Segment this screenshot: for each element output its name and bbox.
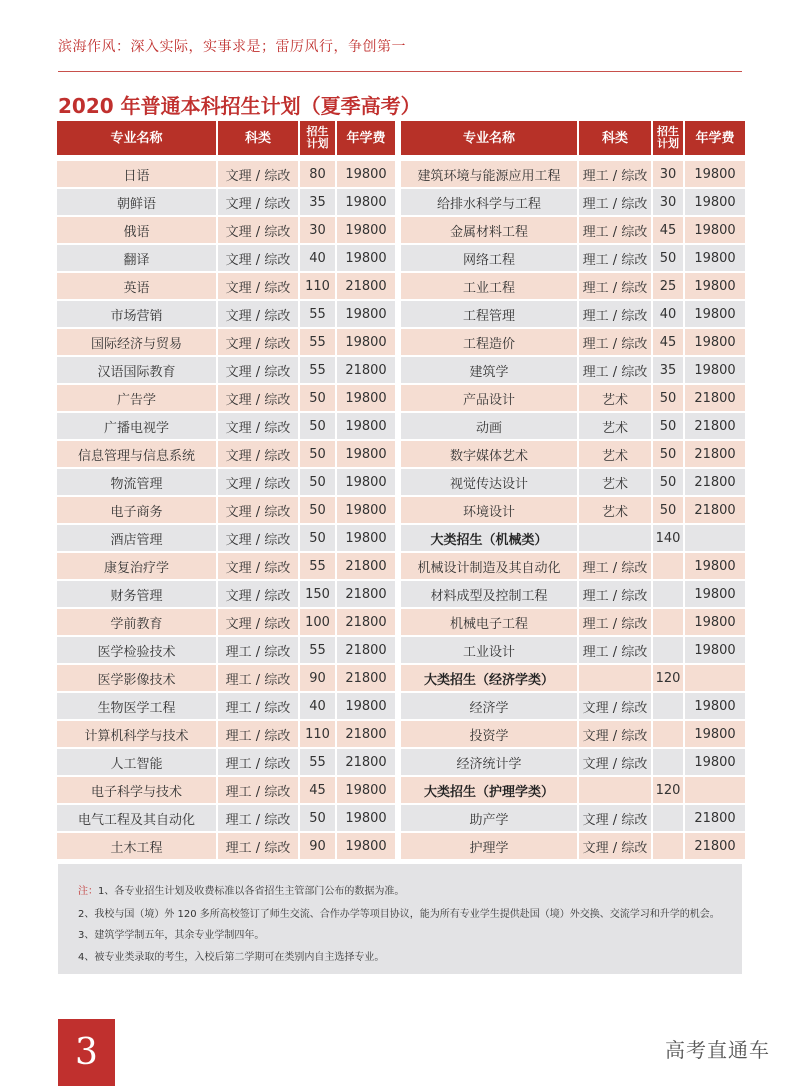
cell-plan: 40 xyxy=(300,691,335,719)
cell-major: 医学影像技术 xyxy=(57,663,216,691)
page-title: 2020 年普通本科招生计划（夏季高考） xyxy=(58,94,421,118)
cell-major: 机械电子工程 xyxy=(401,607,577,635)
cell-tuition: 19800 xyxy=(337,215,395,243)
cell-category: 文理 / 综改 xyxy=(218,243,298,271)
table-row xyxy=(57,775,395,803)
cell-tuition: 21800 xyxy=(337,719,395,747)
cell-tuition: 21800 xyxy=(685,495,745,523)
cell-plan xyxy=(653,803,683,831)
cell-tuition: 21800 xyxy=(337,747,395,775)
cell-major: 经济学 xyxy=(401,691,577,719)
cell-category xyxy=(579,663,651,691)
cell-major: 机械设计制造及其自动化 xyxy=(401,551,577,579)
cell-major: 工程管理 xyxy=(401,299,577,327)
cell-major: 建筑学 xyxy=(401,355,577,383)
note-item-1 xyxy=(78,882,404,897)
cell-plan: 45 xyxy=(300,775,335,803)
cell-plan: 30 xyxy=(653,187,683,215)
cell-major: 土木工程 xyxy=(57,831,216,859)
cell-tuition: 21800 xyxy=(685,467,745,495)
cell-tuition xyxy=(685,775,745,803)
plan-header-line1: 招生 xyxy=(657,125,679,138)
cell-category: 文理 / 综改 xyxy=(218,607,298,635)
cell-tuition: 19800 xyxy=(337,803,395,831)
table-row xyxy=(57,747,395,775)
table-row xyxy=(57,831,395,859)
cell-plan: 35 xyxy=(300,187,335,215)
cell-tuition: 19800 xyxy=(685,299,745,327)
cell-plan xyxy=(653,579,683,607)
cell-category: 理工 / 综改 xyxy=(218,831,298,859)
cell-major: 视觉传达设计 xyxy=(401,467,577,495)
cell-tuition: 21800 xyxy=(337,551,395,579)
cell-major: 护理学 xyxy=(401,831,577,859)
cell-tuition: 21800 xyxy=(685,439,745,467)
cell-plan: 30 xyxy=(300,215,335,243)
table-row xyxy=(401,523,745,551)
table-row xyxy=(401,635,745,663)
cell-category: 文理 / 综改 xyxy=(218,495,298,523)
cell-plan: 55 xyxy=(300,551,335,579)
cell-plan xyxy=(653,635,683,663)
table-body-right xyxy=(401,155,745,859)
table-row xyxy=(57,719,395,747)
cell-category: 文理 / 综改 xyxy=(218,299,298,327)
cell-category: 理工 / 综改 xyxy=(579,215,651,243)
cell-category: 艺术 xyxy=(579,439,651,467)
cell-plan: 45 xyxy=(653,327,683,355)
column-header-category: 科类 xyxy=(579,121,651,155)
cell-category: 理工 / 综改 xyxy=(218,635,298,663)
cell-plan: 55 xyxy=(300,635,335,663)
cell-plan xyxy=(653,551,683,579)
plan-header-line2: 计划 xyxy=(657,137,679,150)
table-row xyxy=(401,719,745,747)
cell-plan: 50 xyxy=(653,243,683,271)
cell-major: 酒店管理 xyxy=(57,523,216,551)
table-row xyxy=(401,579,745,607)
cell-plan: 50 xyxy=(300,383,335,411)
enrollment-table-right xyxy=(399,121,747,859)
cell-plan: 40 xyxy=(653,299,683,327)
cell-plan: 110 xyxy=(300,271,335,299)
table-row xyxy=(57,663,395,691)
enrollment-table-left xyxy=(55,121,397,859)
cell-tuition: 19800 xyxy=(337,523,395,551)
cell-plan xyxy=(653,691,683,719)
cell-tuition: 19800 xyxy=(337,775,395,803)
header-divider xyxy=(58,71,742,72)
cell-plan: 150 xyxy=(300,579,335,607)
table-header-row xyxy=(57,121,395,155)
cell-plan: 90 xyxy=(300,663,335,691)
cell-tuition: 19800 xyxy=(685,327,745,355)
table-row xyxy=(57,411,395,439)
cell-category: 理工 / 综改 xyxy=(218,691,298,719)
table-row xyxy=(57,691,395,719)
cell-major: 工业设计 xyxy=(401,635,577,663)
column-header-major: 专业名称 xyxy=(57,121,216,155)
cell-major: 大类招生（护理学类） xyxy=(401,775,577,803)
cell-tuition: 21800 xyxy=(685,411,745,439)
cell-tuition: 19800 xyxy=(337,495,395,523)
cell-category: 理工 / 综改 xyxy=(218,747,298,775)
cell-plan: 110 xyxy=(300,719,335,747)
cell-major: 工程造价 xyxy=(401,327,577,355)
notes-label: 注： xyxy=(78,886,98,897)
table-row xyxy=(57,243,395,271)
column-header-plan xyxy=(653,121,683,155)
cell-category: 文理 / 综改 xyxy=(218,215,298,243)
cell-plan: 55 xyxy=(300,747,335,775)
cell-category: 文理 / 综改 xyxy=(218,155,298,187)
cell-category: 理工 / 综改 xyxy=(218,663,298,691)
column-header-tuition: 年学费 xyxy=(685,121,745,155)
cell-category: 文理 / 综改 xyxy=(579,831,651,859)
cell-plan: 50 xyxy=(653,467,683,495)
cell-major: 电气工程及其自动化 xyxy=(57,803,216,831)
cell-category: 艺术 xyxy=(579,495,651,523)
cell-tuition: 19800 xyxy=(337,691,395,719)
cell-tuition: 19800 xyxy=(337,439,395,467)
table-row xyxy=(401,383,745,411)
table-row xyxy=(401,299,745,327)
cell-category xyxy=(579,523,651,551)
table-row xyxy=(57,187,395,215)
cell-tuition xyxy=(685,663,745,691)
cell-category: 文理 / 综改 xyxy=(579,719,651,747)
cell-tuition: 21800 xyxy=(337,579,395,607)
table-row xyxy=(57,579,395,607)
cell-category: 理工 / 综改 xyxy=(579,187,651,215)
cell-major: 人工智能 xyxy=(57,747,216,775)
table-row xyxy=(57,215,395,243)
cell-plan: 50 xyxy=(653,495,683,523)
cell-major: 市场营销 xyxy=(57,299,216,327)
cell-tuition: 21800 xyxy=(337,635,395,663)
table-row xyxy=(401,831,745,859)
cell-tuition: 21800 xyxy=(685,803,745,831)
cell-category: 文理 / 综改 xyxy=(218,383,298,411)
table-row xyxy=(401,775,745,803)
cell-tuition: 21800 xyxy=(337,355,395,383)
table-row xyxy=(401,467,745,495)
cell-category: 理工 / 综改 xyxy=(579,635,651,663)
cell-major: 财务管理 xyxy=(57,579,216,607)
cell-plan: 80 xyxy=(300,155,335,187)
cell-major: 学前教育 xyxy=(57,607,216,635)
cell-plan: 140 xyxy=(653,523,683,551)
cell-category: 理工 / 综改 xyxy=(579,607,651,635)
table-row xyxy=(57,439,395,467)
table-row xyxy=(57,551,395,579)
cell-plan: 30 xyxy=(653,155,683,187)
cell-tuition: 19800 xyxy=(685,155,745,187)
table-row xyxy=(57,467,395,495)
cell-tuition: 21800 xyxy=(685,383,745,411)
cell-plan: 55 xyxy=(300,327,335,355)
cell-plan: 50 xyxy=(653,383,683,411)
table-row xyxy=(401,607,745,635)
cell-plan: 50 xyxy=(300,439,335,467)
table-header-row xyxy=(401,121,745,155)
cell-major: 投资学 xyxy=(401,719,577,747)
cell-tuition: 19800 xyxy=(685,187,745,215)
table-row xyxy=(57,495,395,523)
cell-plan: 55 xyxy=(300,355,335,383)
cell-tuition: 19800 xyxy=(685,271,745,299)
cell-plan xyxy=(653,607,683,635)
cell-plan xyxy=(653,831,683,859)
cell-category: 文理 / 综改 xyxy=(218,355,298,383)
note-text: 1、各专业招生计划及收费标准以各省招生主管部门公布的数据为准。 xyxy=(98,886,405,897)
cell-major: 金属材料工程 xyxy=(401,215,577,243)
table-row xyxy=(57,803,395,831)
table-row xyxy=(401,187,745,215)
cell-major: 电子科学与技术 xyxy=(57,775,216,803)
cell-tuition: 19800 xyxy=(337,831,395,859)
cell-major: 信息管理与信息系统 xyxy=(57,439,216,467)
cell-tuition: 21800 xyxy=(337,271,395,299)
cell-plan: 50 xyxy=(300,803,335,831)
header-motto: 滨海作风：深入实际，实事求是；雷厉风行，争创第一 xyxy=(58,39,406,55)
cell-category: 文理 / 综改 xyxy=(218,467,298,495)
table-body-left xyxy=(57,155,395,859)
cell-category: 理工 / 综改 xyxy=(218,719,298,747)
table-row xyxy=(57,327,395,355)
column-header-major: 专业名称 xyxy=(401,121,577,155)
table-row xyxy=(57,607,395,635)
plan-header-line1: 招生 xyxy=(306,125,329,138)
table-row xyxy=(57,155,395,187)
notes-box xyxy=(58,864,742,974)
cell-plan: 35 xyxy=(653,355,683,383)
cell-major: 产品设计 xyxy=(401,383,577,411)
table-row xyxy=(57,635,395,663)
column-header-tuition: 年学费 xyxy=(337,121,395,155)
cell-category: 文理 / 综改 xyxy=(218,271,298,299)
cell-category: 文理 / 综改 xyxy=(218,523,298,551)
cell-plan: 25 xyxy=(653,271,683,299)
cell-category: 理工 / 综改 xyxy=(218,803,298,831)
cell-tuition: 19800 xyxy=(337,411,395,439)
cell-plan: 55 xyxy=(300,299,335,327)
table-row xyxy=(57,355,395,383)
cell-major: 建筑环境与能源应用工程 xyxy=(401,155,577,187)
cell-major: 给排水科学与工程 xyxy=(401,187,577,215)
cell-category: 文理 / 综改 xyxy=(218,327,298,355)
cell-major: 网络工程 xyxy=(401,243,577,271)
cell-major: 朝鲜语 xyxy=(57,187,216,215)
cell-category: 艺术 xyxy=(579,467,651,495)
cell-tuition: 19800 xyxy=(685,719,745,747)
cell-category: 理工 / 综改 xyxy=(579,299,651,327)
cell-tuition: 19800 xyxy=(337,243,395,271)
cell-plan: 50 xyxy=(300,495,335,523)
cell-category: 理工 / 综改 xyxy=(579,355,651,383)
cell-category: 文理 / 综改 xyxy=(218,187,298,215)
cell-major: 助产学 xyxy=(401,803,577,831)
cell-major: 广播电视学 xyxy=(57,411,216,439)
cell-category: 理工 / 综改 xyxy=(579,551,651,579)
cell-plan: 50 xyxy=(653,411,683,439)
table-row xyxy=(401,411,745,439)
table-row xyxy=(401,215,745,243)
cell-major: 翻译 xyxy=(57,243,216,271)
cell-tuition: 19800 xyxy=(685,691,745,719)
cell-category: 理工 / 综改 xyxy=(579,155,651,187)
cell-plan: 40 xyxy=(300,243,335,271)
cell-category: 理工 / 综改 xyxy=(579,579,651,607)
cell-tuition: 21800 xyxy=(685,831,745,859)
cell-major: 俄语 xyxy=(57,215,216,243)
cell-category: 文理 / 综改 xyxy=(218,411,298,439)
cell-major: 数字媒体艺术 xyxy=(401,439,577,467)
cell-major: 计算机科学与技术 xyxy=(57,719,216,747)
cell-tuition: 19800 xyxy=(685,243,745,271)
cell-major: 康复治疗学 xyxy=(57,551,216,579)
cell-major: 动画 xyxy=(401,411,577,439)
cell-category: 理工 / 综改 xyxy=(218,775,298,803)
table-row xyxy=(401,663,745,691)
cell-tuition: 19800 xyxy=(337,327,395,355)
table-row xyxy=(401,551,745,579)
cell-category: 文理 / 综改 xyxy=(579,747,651,775)
cell-plan: 120 xyxy=(653,663,683,691)
cell-plan: 50 xyxy=(300,411,335,439)
table-row xyxy=(401,803,745,831)
cell-tuition: 19800 xyxy=(685,551,745,579)
cell-tuition: 19800 xyxy=(337,299,395,327)
table-row xyxy=(401,327,745,355)
cell-major: 环境设计 xyxy=(401,495,577,523)
cell-tuition: 19800 xyxy=(685,215,745,243)
cell-major: 大类招生（机械类） xyxy=(401,523,577,551)
cell-major: 国际经济与贸易 xyxy=(57,327,216,355)
plan-header-line2: 计划 xyxy=(306,137,329,150)
cell-category: 文理 / 综改 xyxy=(218,551,298,579)
cell-category: 艺术 xyxy=(579,383,651,411)
cell-major: 电子商务 xyxy=(57,495,216,523)
cell-major: 物流管理 xyxy=(57,467,216,495)
cell-plan: 45 xyxy=(653,215,683,243)
cell-tuition: 19800 xyxy=(337,155,395,187)
cell-tuition: 19800 xyxy=(685,355,745,383)
table-row xyxy=(57,523,395,551)
cell-major: 汉语国际教育 xyxy=(57,355,216,383)
cell-category: 文理 / 综改 xyxy=(579,803,651,831)
cell-category: 理工 / 综改 xyxy=(579,271,651,299)
note-item-4: 4、被专业类录取的考生，入校后第二学期可在类别内自主选择专业。 xyxy=(78,952,385,963)
note-item-2: 2、我校与国（境）外 120 多所高校签订了师生交流、合作办学等项目协议，能为所有专业学生提供赴国（境）外交换、交流学习和升学的机会。 xyxy=(78,909,720,920)
cell-tuition: 19800 xyxy=(685,607,745,635)
cell-tuition: 19800 xyxy=(337,383,395,411)
table-row xyxy=(401,495,745,523)
cell-major: 日语 xyxy=(57,155,216,187)
column-header-plan xyxy=(300,121,335,155)
cell-category: 文理 / 综改 xyxy=(218,439,298,467)
cell-plan: 50 xyxy=(300,467,335,495)
cell-plan: 100 xyxy=(300,607,335,635)
cell-major: 生物医学工程 xyxy=(57,691,216,719)
table-row xyxy=(401,439,745,467)
page-number: 3 xyxy=(58,1019,115,1086)
cell-tuition: 21800 xyxy=(337,663,395,691)
table-row xyxy=(57,299,395,327)
cell-tuition: 19800 xyxy=(337,467,395,495)
cell-major: 英语 xyxy=(57,271,216,299)
cell-category: 艺术 xyxy=(579,411,651,439)
cell-major: 大类招生（经济学类） xyxy=(401,663,577,691)
cell-major: 医学检验技术 xyxy=(57,635,216,663)
note-item-3: 3、建筑学学制五年，其余专业学制四年。 xyxy=(78,930,265,941)
cell-category: 文理 / 综改 xyxy=(218,579,298,607)
cell-tuition: 19800 xyxy=(685,579,745,607)
cell-tuition xyxy=(685,523,745,551)
cell-tuition: 19800 xyxy=(685,635,745,663)
column-header-category: 科类 xyxy=(218,121,298,155)
cell-major: 广告学 xyxy=(57,383,216,411)
cell-plan: 50 xyxy=(653,439,683,467)
cell-tuition: 19800 xyxy=(685,747,745,775)
table-row xyxy=(401,355,745,383)
cell-category: 文理 / 综改 xyxy=(579,691,651,719)
table-row xyxy=(401,747,745,775)
cell-plan xyxy=(653,719,683,747)
cell-category xyxy=(579,775,651,803)
table-row xyxy=(57,271,395,299)
cell-category: 理工 / 综改 xyxy=(579,243,651,271)
table-row xyxy=(401,271,745,299)
footer-brand: 高考直通车 xyxy=(665,1038,770,1062)
table-row xyxy=(401,155,745,187)
cell-tuition: 19800 xyxy=(337,187,395,215)
cell-major: 工业工程 xyxy=(401,271,577,299)
cell-plan: 120 xyxy=(653,775,683,803)
cell-plan: 90 xyxy=(300,831,335,859)
cell-major: 材料成型及控制工程 xyxy=(401,579,577,607)
cell-major: 经济统计学 xyxy=(401,747,577,775)
cell-plan xyxy=(653,747,683,775)
cell-tuition: 21800 xyxy=(337,607,395,635)
table-row xyxy=(401,243,745,271)
table-row xyxy=(57,383,395,411)
cell-category: 理工 / 综改 xyxy=(579,327,651,355)
cell-plan: 50 xyxy=(300,523,335,551)
table-row xyxy=(401,691,745,719)
